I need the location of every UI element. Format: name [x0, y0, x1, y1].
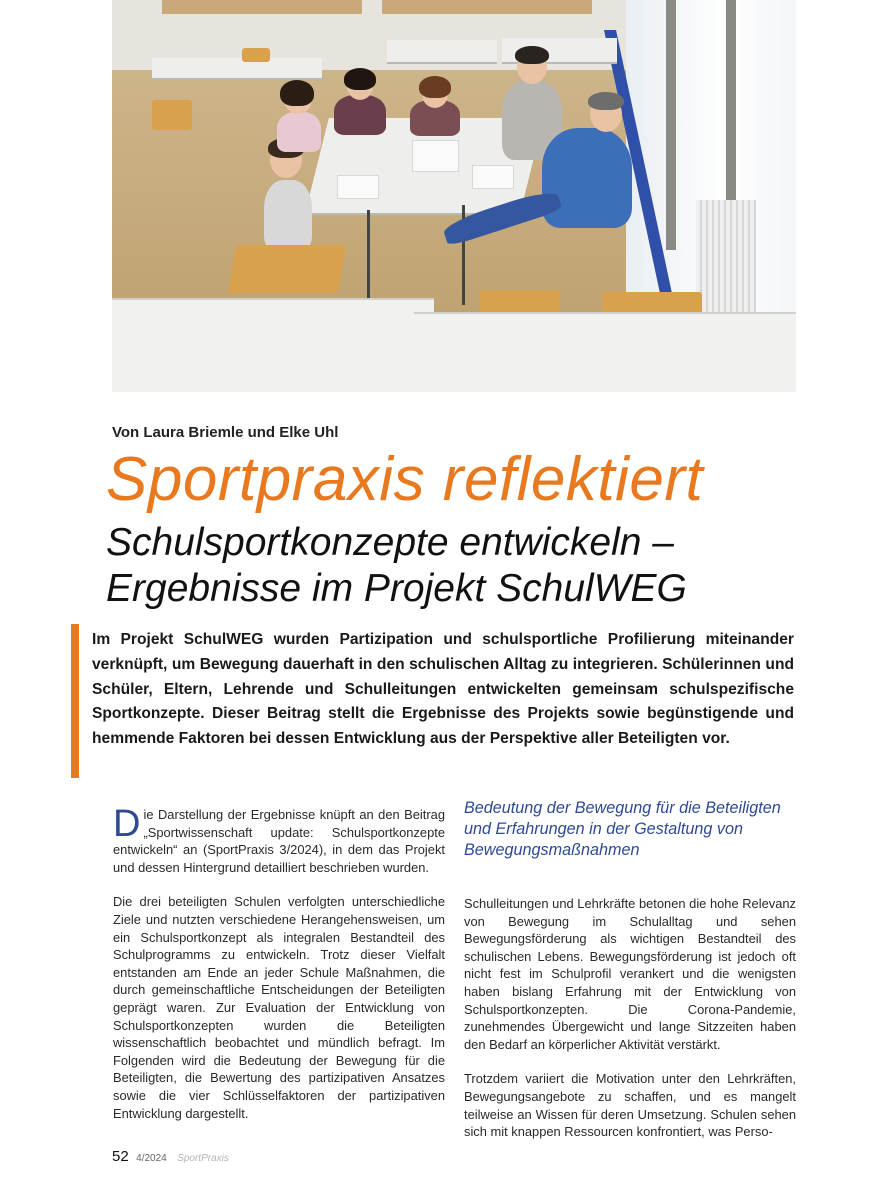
author-line: Von Laura Briemle und Elke Uhl — [112, 424, 339, 441]
subtitle-line-2: Ergebnisse im Projekt SchulWEG — [106, 567, 687, 610]
photo-hair — [280, 80, 314, 106]
body-paragraph: Trotzdem variiert die Motivation unter den Lehrkräften, Bewegungsangebote zu schaffen, und es mangelt teilweise an Wissen für deren Umsetzung. Schulen sehen sich mit knappen Ressourcen konfrontiert, was Perso- — [464, 1071, 796, 1140]
photo-foreground-table — [112, 298, 434, 392]
photo-table — [387, 40, 497, 62]
photo-teacher — [542, 128, 632, 228]
body-paragraph: Die drei beteiligten Schulen verfolgten unterschiedliche Ziele und nutzten verschiedene Herangehensweisen, um ein Schulsportkonzept als integralen Bestandteil des Schulprogramms zu entwickeln. Trotz dieser Vielfalt entstanden am Ende an jeder Schule Maßnahmen, die durch gemeinschaftliche Entscheidungen der Beteiligten geprägt waren. Zur Evaluation der Entwicklung von Schulsportkonzepten wurden die Beteiligten wissenschaftlich beobachtet und mündlich befragt. Im Folgenden wird die Bedeutung der Bewegung für die Beteiligten, die Bewertung des partizipativen Ansatzes sowie die vier Schlüsselfaktoren der partizipativen Entwicklung dargestellt. — [113, 894, 445, 1121]
page-footer — [112, 1148, 229, 1166]
lead-accent-bar — [71, 624, 79, 778]
body-paragraph: Schulleitungen und Lehrkräfte betonen die hohe Relevanz von Bewegung im Schulalltag und sehen Bewegungsförderung als wichtigen Bestandteil des schulischen Lebens. Bewegungsförderung ist jedoch oft nicht fest im Schulprofil verankert und die wenigsten haben bislang Erfahrung mit der Entwicklung von Schulsportkonzepten. Die Corona-Pandemie, zunehmendes Übergewicht und lange Sitzzeiten haben den Bedarf an körperlicher Aktivität verstärkt. — [464, 896, 796, 1052]
photo-table-leg — [367, 210, 370, 300]
photo-hair — [515, 46, 549, 64]
magazine-name: SportPraxis — [177, 1153, 229, 1164]
article-title: Sportpraxis reflektiert — [106, 445, 704, 514]
photo-paper — [337, 175, 379, 199]
body-paragraph — [113, 803, 445, 876]
photo-chair — [228, 245, 346, 293]
drop-cap: D — [113, 803, 141, 845]
body-text: ie Darstellung der Ergebnisse knüpft an den Beitrag „Sportwissenschaft update: Schulsportkonzepte entwickeln“ an (SportPraxis 3/2024), in dem das Projekt und dessen Hintergrund detailliert beschrieben wurden. — [113, 807, 445, 875]
photo-foreground-table — [414, 312, 796, 392]
photo-pinboard — [382, 0, 592, 14]
photo-hair — [344, 68, 376, 90]
lead-paragraph: Im Projekt SchulWEG wurden Partizipation und schulsportliche Profilierung miteinander verknüpft, um Bewegung dauerhaft in den schulischen Alltag zu integrieren. Schülerinnen und Schüler, Eltern, Lehrende und Schulleitungen entwickelten gemeinsam schulspezifische Sportkonzepte. Dieser Beitrag stellt die Ergebnisse des Projekts sowie begünstigende und hemmende Faktoren bei dessen Entwicklung aus der Perspektive aller Beteiligten vor. — [92, 631, 794, 748]
issue-number: 4/2024 — [136, 1153, 167, 1164]
article-photo — [112, 0, 796, 392]
body-column-right — [464, 799, 796, 1158]
photo-chair — [152, 100, 192, 130]
photo-chair — [242, 48, 270, 62]
body-column-left — [113, 803, 445, 1139]
photo-child — [277, 112, 321, 152]
page-number: 52 — [112, 1148, 129, 1165]
photo-paper — [472, 165, 514, 189]
photo-table — [152, 58, 322, 78]
article-subtitle — [106, 520, 806, 612]
photo-child — [334, 95, 386, 135]
subtitle-line-1: Schulsportkonzepte entwickeln – — [106, 521, 674, 564]
photo-pinboard — [162, 0, 362, 14]
photo-child — [264, 180, 312, 250]
photo-paper — [412, 140, 459, 172]
photo-hair — [419, 76, 451, 98]
section-heading: Bedeutung der Bewegung für die Beteiligten und Erfahrungen in der Gestaltung von Bewegungsmaßnahmen — [464, 799, 781, 859]
photo-hair — [588, 92, 624, 110]
